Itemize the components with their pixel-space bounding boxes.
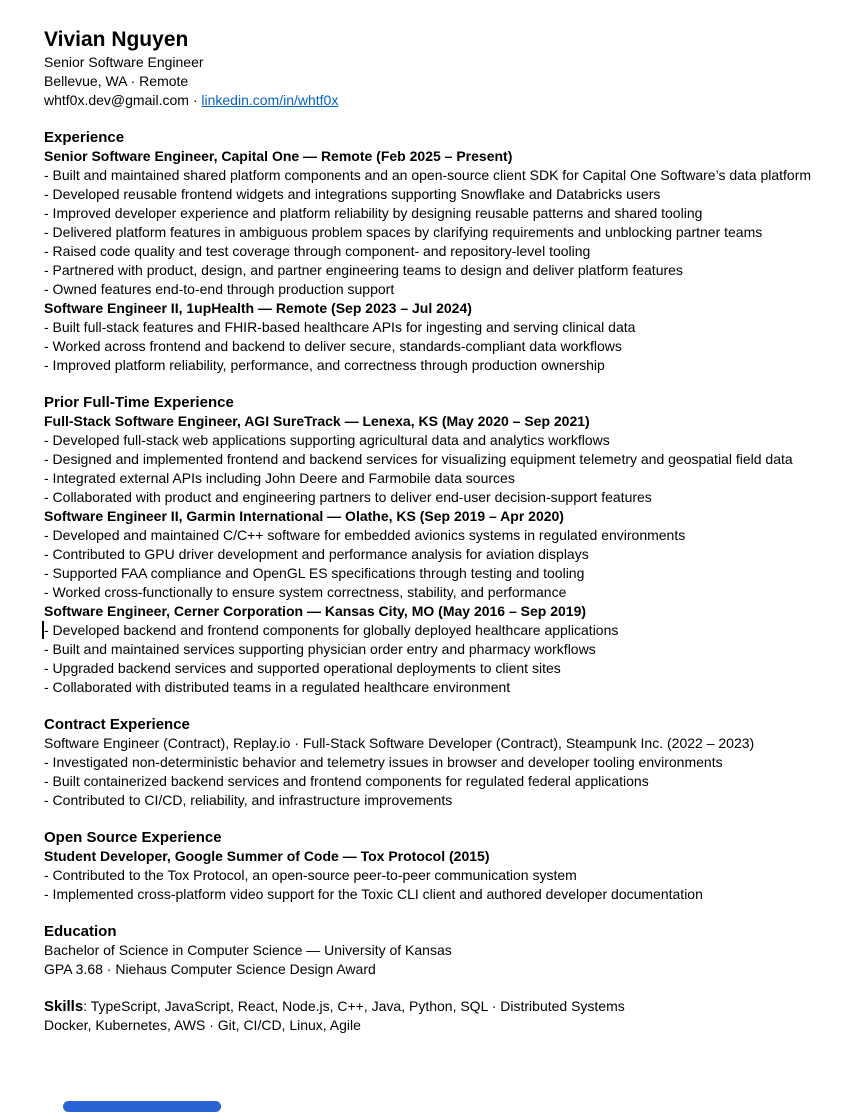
bullet-line: - Improved platform reliability, performance, and correctness through production ownership bbox=[44, 357, 605, 373]
text-line: Bachelor of Science in Computer Science — University of Kansas bbox=[44, 942, 452, 958]
bullet-line: - Partnered with product, design, and partner engineering teams to design and deliver platform features bbox=[44, 262, 683, 278]
bullet-line: - Contributed to GPU driver development and performance analysis for aviation displays bbox=[44, 546, 589, 562]
sections-container bbox=[44, 128, 820, 979]
job-title: Student Developer, Google Summer of Code — Tox Protocol (2015) bbox=[44, 848, 490, 864]
bullet-line: - Contributed to the Tox Protocol, an open-source peer-to-peer communication system bbox=[44, 867, 577, 883]
bullet-line: - Developed reusable frontend widgets and integrations supporting Snowflake and Databricks users bbox=[44, 186, 661, 202]
bullet-line: - Implemented cross-platform video support for the Toxic CLI client and authored developer documentation bbox=[44, 886, 703, 902]
section-skills bbox=[44, 997, 820, 1035]
contact-line bbox=[44, 91, 820, 110]
bullet-line: - Owned features end-to-end through production support bbox=[44, 281, 395, 297]
section-heading: Experience bbox=[44, 129, 125, 146]
section-3 bbox=[44, 828, 820, 904]
highlight-bar bbox=[63, 1101, 221, 1112]
section-heading: Contract Experience bbox=[44, 716, 190, 733]
linkedin-link[interactable]: linkedin.com/in/whtf0x bbox=[201, 92, 339, 108]
section-heading: Open Source Experience bbox=[44, 829, 222, 846]
resume-location: Bellevue, WA · Remote bbox=[44, 73, 189, 89]
contact-separator: · bbox=[188, 92, 202, 108]
section-1 bbox=[44, 393, 820, 697]
bullet-line: - Developed and maintained C/C++ software for embedded avionics systems in regulated environments bbox=[44, 527, 686, 543]
section-0 bbox=[44, 128, 820, 375]
bullet-line: - Integrated external APIs including John Deere and Farmobile data sources bbox=[44, 470, 515, 486]
skills-line-2: Docker, Kubernetes, AWS · Git, CI/CD, Linux, Agile bbox=[44, 1017, 361, 1033]
section-4 bbox=[44, 922, 820, 979]
section-2 bbox=[44, 715, 820, 810]
bullet-line: - Built full-stack features and FHIR-based healthcare APIs for ingesting and serving clinical data bbox=[44, 319, 636, 335]
job-title: Senior Software Engineer, Capital One — Remote (Feb 2025 – Present) bbox=[44, 148, 513, 164]
skills-list-1: : TypeScript, JavaScript, React, Node.js, C++, Java, Python, SQL · Distributed Systems bbox=[83, 998, 625, 1014]
bullet-line: - Contributed to CI/CD, reliability, and infrastructure improvements bbox=[44, 792, 453, 808]
section-heading: Education bbox=[44, 923, 117, 940]
skills-line-1 bbox=[44, 997, 820, 1016]
skills-heading: Skills bbox=[44, 998, 84, 1015]
bullet-line: - Worked across frontend and backend to deliver secure, standards-compliant data workflows bbox=[44, 338, 622, 354]
resume-name: Vivian Nguyen bbox=[44, 28, 189, 51]
bullet-line: - Designed and implemented frontend and backend services for visualizing equipment telemetry and geospatial field data bbox=[44, 451, 793, 467]
email-text: whtf0x.dev@gmail.com bbox=[44, 92, 189, 108]
job-title: Software Engineer, Cerner Corporation — Kansas City, MO (May 2016 – Sep 2019) bbox=[44, 603, 587, 619]
bullet-line: - Improved developer experience and platform reliability by designing reusable patterns and shared tooling bbox=[44, 205, 703, 221]
text-line: GPA 3.68 · Niehaus Computer Science Design Award bbox=[44, 961, 376, 977]
bullet-line: - Built containerized backend services and frontend components for regulated federal applications bbox=[44, 773, 649, 789]
section-heading: Prior Full-Time Experience bbox=[44, 394, 234, 411]
bullet-line: - Collaborated with distributed teams in a regulated healthcare environment bbox=[44, 679, 511, 695]
bullet-line: - Upgraded backend services and supported operational deployments to client sites bbox=[44, 660, 561, 676]
bullet-line: - Built and maintained services supporting physician order entry and pharmacy workflows bbox=[44, 641, 596, 657]
bullet-line: - Delivered platform features in ambiguous problem spaces by clarifying requirements and unblocking partner teams bbox=[44, 224, 763, 240]
bullet-line: - Raised code quality and test coverage through component- and repository-level tooling bbox=[44, 243, 591, 259]
bullet-line: - Investigated non-deterministic behavior and telemetry issues in browser and developer tooling environments bbox=[44, 754, 723, 770]
job-title: Software Engineer II, Garmin International — Olathe, KS (Sep 2019 – Apr 2020) bbox=[44, 508, 564, 524]
job-title: Software Engineer II, 1upHealth — Remote (Sep 2023 – Jul 2024) bbox=[44, 300, 472, 316]
resume-title: Senior Software Engineer bbox=[44, 54, 204, 70]
bullet-line: - Developed full-stack web applications supporting agricultural data and analytics workflows bbox=[44, 432, 610, 448]
job-title: Full-Stack Software Engineer, AGI SureTrack — Lenexa, KS (May 2020 – Sep 2021) bbox=[44, 413, 590, 429]
bullet-line: - Built and maintained shared platform components and an open-source client SDK for Capital One Software’s data platform bbox=[44, 167, 812, 183]
section-intro: Software Engineer (Contract), Replay.io · Full-Stack Software Developer (Contract), Steampunk Inc. (2022 – 2023) bbox=[44, 735, 755, 751]
bullet-line: - Collaborated with product and engineering partners to deliver end-user decision-support features bbox=[44, 489, 652, 505]
bullet-line: - Worked cross-functionally to ensure system correctness, stability, and performance bbox=[44, 584, 567, 600]
bullet-line: - Developed backend and frontend components for globally deployed healthcare applications bbox=[44, 621, 820, 640]
bullet-line: - Supported FAA compliance and OpenGL ES specifications through testing and tooling bbox=[44, 565, 585, 581]
